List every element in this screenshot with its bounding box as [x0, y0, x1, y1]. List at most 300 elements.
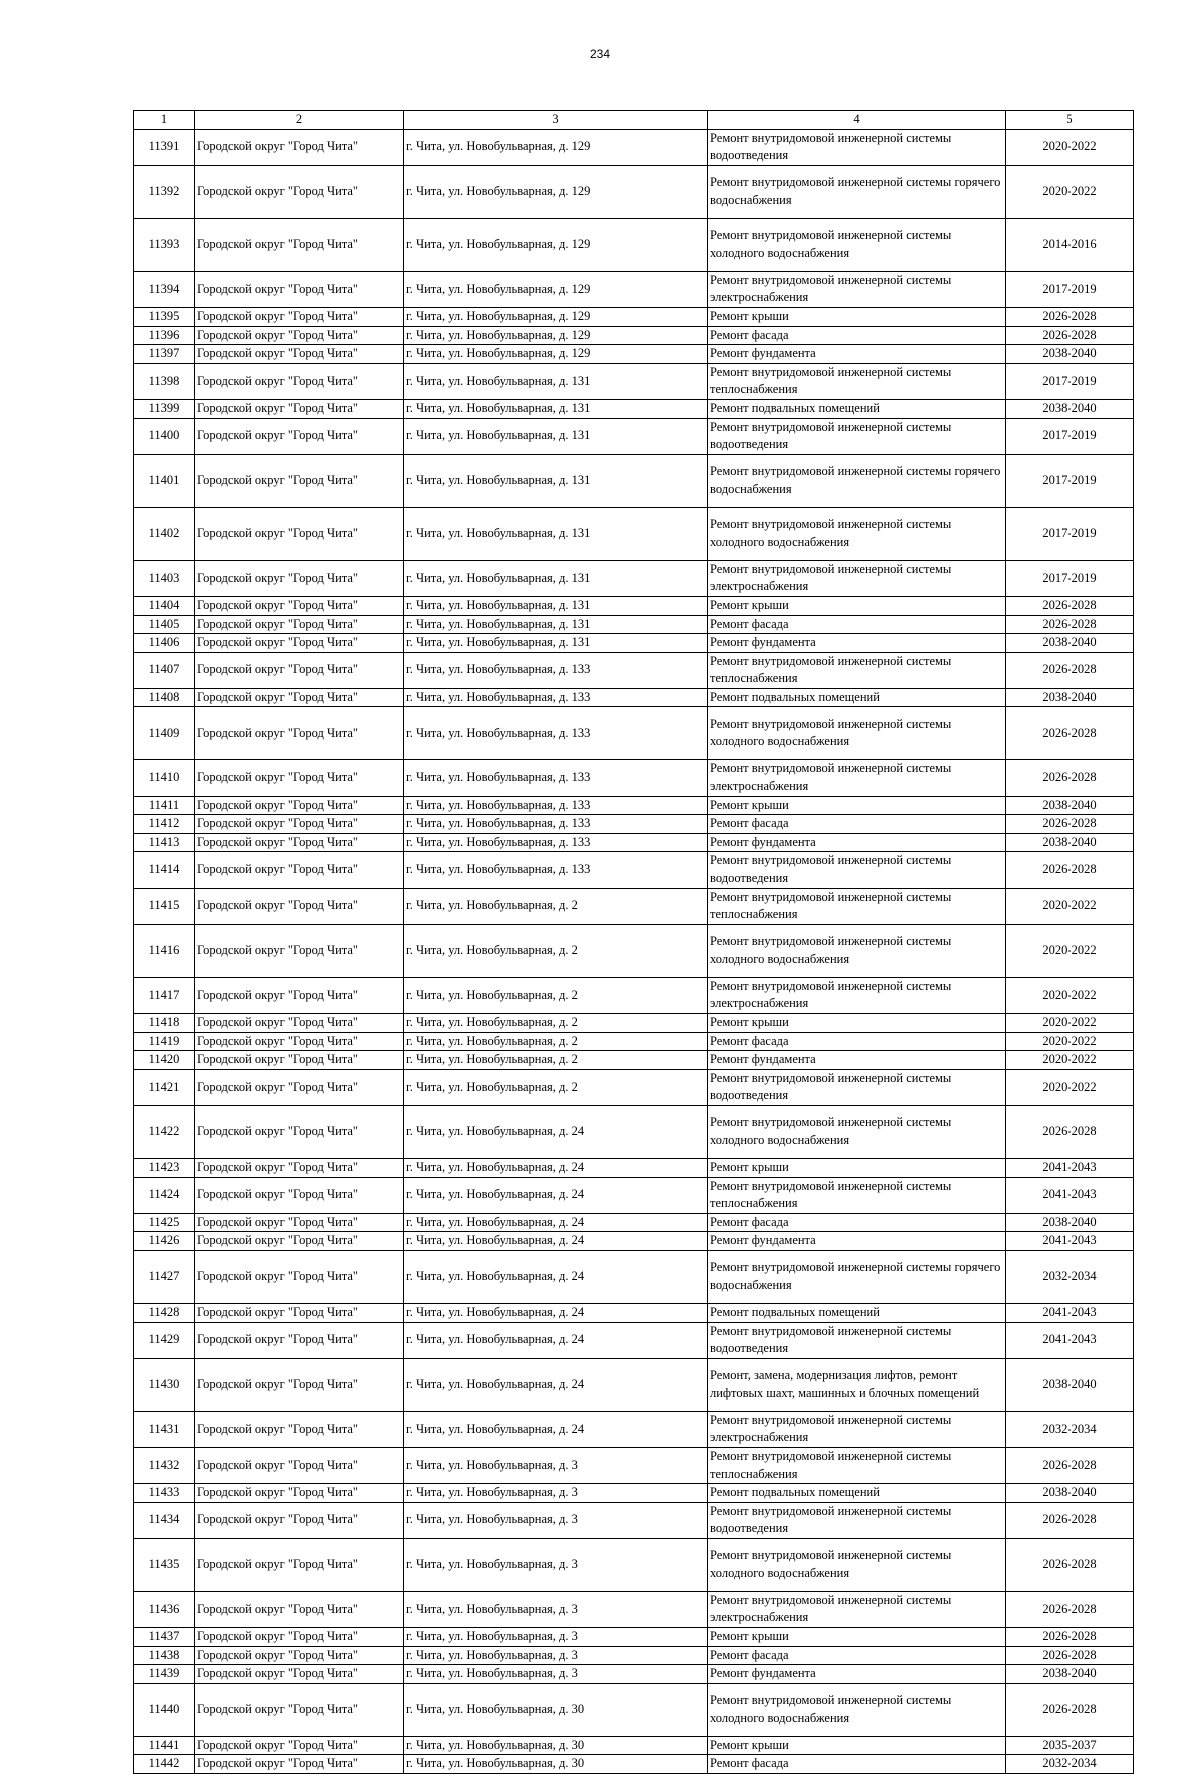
column-header-4: 4: [708, 111, 1006, 130]
municipality-cell: Городской округ "Город Чита": [195, 1484, 404, 1503]
work-type-cell: Ремонт внутридомовой инженерной системы водоотведения: [708, 852, 1006, 888]
municipality-cell: Городской округ "Город Чита": [195, 399, 404, 418]
row-number-cell: 11399: [134, 399, 195, 418]
row-number-cell: 11409: [134, 707, 195, 760]
period-cell: 2026-2028: [1006, 652, 1134, 688]
municipality-cell: Городской округ "Город Чита": [195, 1014, 404, 1033]
municipality-cell: Городской округ "Город Чита": [195, 924, 404, 977]
municipality-cell: Городской округ "Город Чита": [195, 888, 404, 924]
work-type-cell: Ремонт внутридомовой инженерной системы холодного водоснабжения: [708, 1105, 1006, 1158]
address-cell: г. Чита, ул. Новобульварная, д. 131: [404, 363, 708, 399]
municipality-cell: Городской округ "Город Чита": [195, 1411, 404, 1447]
work-type-cell: Ремонт внутридомовой инженерной системы холодного водоснабжения: [708, 707, 1006, 760]
table-row: [134, 1538, 1134, 1591]
row-number-cell: 11428: [134, 1303, 195, 1322]
table-row: [134, 852, 1134, 888]
table-row: [134, 1591, 1134, 1627]
work-type-cell: Ремонт внутридомовой инженерной системы водоотведения: [708, 418, 1006, 454]
address-cell: г. Чита, ул. Новобульварная, д. 133: [404, 707, 708, 760]
period-cell: 2041-2043: [1006, 1232, 1134, 1251]
row-number-cell: 11401: [134, 454, 195, 507]
period-cell: 2038-2040: [1006, 1484, 1134, 1503]
row-number-cell: 11405: [134, 615, 195, 634]
row-number-cell: 11442: [134, 1755, 195, 1774]
table-row: [134, 1628, 1134, 1647]
period-cell: 2020-2022: [1006, 1014, 1134, 1033]
municipality-cell: Городской округ "Город Чита": [195, 1665, 404, 1684]
work-type-cell: Ремонт фасада: [708, 1755, 1006, 1774]
municipality-cell: Городской округ "Город Чита": [195, 596, 404, 615]
address-cell: г. Чита, ул. Новобульварная, д. 24: [404, 1105, 708, 1158]
period-cell: 2026-2028: [1006, 1538, 1134, 1591]
period-cell: 2032-2034: [1006, 1250, 1134, 1303]
municipality-cell: Городской округ "Город Чита": [195, 1646, 404, 1665]
period-cell: 2026-2028: [1006, 1502, 1134, 1538]
table-row: [134, 345, 1134, 364]
table-row: [134, 833, 1134, 852]
work-type-cell: Ремонт внутридомовой инженерной системы водоотведения: [708, 1322, 1006, 1358]
address-cell: г. Чита, ул. Новобульварная, д. 3: [404, 1591, 708, 1627]
row-number-cell: 11421: [134, 1069, 195, 1105]
row-number-cell: 11403: [134, 560, 195, 596]
row-number-cell: 11391: [134, 129, 195, 165]
address-cell: г. Чита, ул. Новобульварная, д. 133: [404, 796, 708, 815]
municipality-cell: Городской округ "Город Чита": [195, 507, 404, 560]
municipality-cell: Городской округ "Город Чита": [195, 796, 404, 815]
row-number-cell: 11440: [134, 1683, 195, 1736]
table-row: [134, 796, 1134, 815]
row-number-cell: 11402: [134, 507, 195, 560]
municipality-cell: Городской округ "Город Чита": [195, 1032, 404, 1051]
municipality-cell: Городской округ "Город Чита": [195, 760, 404, 796]
period-cell: 2026-2028: [1006, 596, 1134, 615]
table-row: [134, 652, 1134, 688]
period-cell: 2020-2022: [1006, 1069, 1134, 1105]
work-type-cell: Ремонт фасада: [708, 815, 1006, 834]
period-cell: 2041-2043: [1006, 1303, 1134, 1322]
address-cell: г. Чита, ул. Новобульварная, д. 24: [404, 1303, 708, 1322]
address-cell: г. Чита, ул. Новобульварная, д. 2: [404, 1032, 708, 1051]
address-cell: г. Чита, ул. Новобульварная, д. 131: [404, 418, 708, 454]
period-cell: 2026-2028: [1006, 1683, 1134, 1736]
work-type-cell: Ремонт фундамента: [708, 1665, 1006, 1684]
period-cell: 2026-2028: [1006, 707, 1134, 760]
address-cell: г. Чита, ул. Новобульварная, д. 129: [404, 165, 708, 218]
address-cell: г. Чита, ул. Новобульварная, д. 131: [404, 399, 708, 418]
work-type-cell: Ремонт внутридомовой инженерной системы горячего водоснабжения: [708, 454, 1006, 507]
work-type-cell: Ремонт внутридомовой инженерной системы электроснабжения: [708, 977, 1006, 1013]
work-type-cell: Ремонт фундамента: [708, 1232, 1006, 1251]
municipality-cell: Городской округ "Город Чита": [195, 1591, 404, 1627]
work-type-cell: Ремонт внутридомовой инженерной системы теплоснабжения: [708, 1447, 1006, 1483]
address-cell: г. Чита, ул. Новобульварная, д. 2: [404, 1051, 708, 1070]
table-row: [134, 1358, 1134, 1411]
table-row: [134, 1665, 1134, 1684]
address-cell: г. Чита, ул. Новобульварная, д. 24: [404, 1411, 708, 1447]
address-cell: г. Чита, ул. Новобульварная, д. 131: [404, 560, 708, 596]
work-type-cell: Ремонт внутридомовой инженерной системы электроснабжения: [708, 760, 1006, 796]
table-row: [134, 1032, 1134, 1051]
address-cell: г. Чита, ул. Новобульварная, д. 131: [404, 634, 708, 653]
work-type-cell: Ремонт фасада: [708, 1646, 1006, 1665]
page-number: 234: [589, 47, 611, 61]
period-cell: 2014-2016: [1006, 218, 1134, 271]
period-cell: 2041-2043: [1006, 1158, 1134, 1177]
municipality-cell: Городской округ "Город Чита": [195, 977, 404, 1013]
period-cell: 2038-2040: [1006, 1665, 1134, 1684]
table-row: [134, 1447, 1134, 1483]
address-cell: г. Чита, ул. Новобульварная, д. 129: [404, 307, 708, 326]
address-cell: г. Чита, ул. Новобульварная, д. 2: [404, 1014, 708, 1033]
period-cell: 2026-2028: [1006, 1447, 1134, 1483]
period-cell: 2020-2022: [1006, 924, 1134, 977]
work-type-cell: Ремонт внутридомовой инженерной системы горячего водоснабжения: [708, 165, 1006, 218]
municipality-cell: Городской округ "Город Чита": [195, 1447, 404, 1483]
period-cell: 2038-2040: [1006, 688, 1134, 707]
address-cell: г. Чита, ул. Новобульварная, д. 129: [404, 326, 708, 345]
work-type-cell: Ремонт внутридомовой инженерной системы электроснабжения: [708, 271, 1006, 307]
row-number-cell: 11396: [134, 326, 195, 345]
row-number-cell: 11422: [134, 1105, 195, 1158]
table-row: [134, 1213, 1134, 1232]
period-cell: 2017-2019: [1006, 560, 1134, 596]
period-cell: 2017-2019: [1006, 507, 1134, 560]
address-cell: г. Чита, ул. Новобульварная, д. 24: [404, 1177, 708, 1213]
table-row: [134, 1736, 1134, 1755]
row-number-cell: 11424: [134, 1177, 195, 1213]
municipality-cell: Городской округ "Город Чита": [195, 815, 404, 834]
period-cell: 2032-2034: [1006, 1411, 1134, 1447]
row-number-cell: 11431: [134, 1411, 195, 1447]
address-cell: г. Чита, ул. Новобульварная, д. 133: [404, 833, 708, 852]
row-number-cell: 11435: [134, 1538, 195, 1591]
address-cell: г. Чита, ул. Новобульварная, д. 131: [404, 596, 708, 615]
address-cell: г. Чита, ул. Новобульварная, д. 131: [404, 615, 708, 634]
municipality-cell: Городской округ "Город Чита": [195, 326, 404, 345]
row-number-cell: 11429: [134, 1322, 195, 1358]
work-type-cell: Ремонт фасада: [708, 326, 1006, 345]
work-type-cell: Ремонт внутридомовой инженерной системы холодного водоснабжения: [708, 1683, 1006, 1736]
municipality-cell: Городской округ "Город Чита": [195, 1736, 404, 1755]
address-cell: г. Чита, ул. Новобульварная, д. 24: [404, 1158, 708, 1177]
period-cell: 2026-2028: [1006, 852, 1134, 888]
work-type-cell: Ремонт крыши: [708, 796, 1006, 815]
work-type-cell: Ремонт крыши: [708, 1736, 1006, 1755]
period-cell: 2017-2019: [1006, 363, 1134, 399]
table-row: [134, 1303, 1134, 1322]
period-cell: 2038-2040: [1006, 1213, 1134, 1232]
table-row: [134, 1683, 1134, 1736]
work-type-cell: Ремонт внутридомовой инженерной системы теплоснабжения: [708, 1177, 1006, 1213]
municipality-cell: Городской округ "Город Чита": [195, 1213, 404, 1232]
address-cell: г. Чита, ул. Новобульварная, д. 3: [404, 1628, 708, 1647]
table-row: [134, 760, 1134, 796]
row-number-cell: 11404: [134, 596, 195, 615]
row-number-cell: 11400: [134, 418, 195, 454]
municipality-cell: Городской округ "Город Чита": [195, 129, 404, 165]
column-header-3: 3: [404, 111, 708, 130]
table-row: [134, 1158, 1134, 1177]
address-cell: г. Чита, ул. Новобульварная, д. 129: [404, 129, 708, 165]
table-row: [134, 271, 1134, 307]
row-number-cell: 11406: [134, 634, 195, 653]
address-cell: г. Чита, ул. Новобульварная, д. 24: [404, 1250, 708, 1303]
table-row: [134, 1105, 1134, 1158]
address-cell: г. Чита, ул. Новобульварная, д. 133: [404, 688, 708, 707]
table-row: [134, 1411, 1134, 1447]
municipality-cell: Городской округ "Город Чита": [195, 454, 404, 507]
address-cell: г. Чита, ул. Новобульварная, д. 2: [404, 1069, 708, 1105]
municipality-cell: Городской округ "Город Чита": [195, 1232, 404, 1251]
row-number-cell: 11408: [134, 688, 195, 707]
work-type-cell: Ремонт крыши: [708, 1628, 1006, 1647]
period-cell: 2026-2028: [1006, 760, 1134, 796]
work-type-cell: Ремонт внутридомовой инженерной системы водоотведения: [708, 129, 1006, 165]
period-cell: 2017-2019: [1006, 454, 1134, 507]
table-row: [134, 454, 1134, 507]
period-cell: 2038-2040: [1006, 634, 1134, 653]
address-cell: г. Чита, ул. Новобульварная, д. 129: [404, 271, 708, 307]
address-cell: г. Чита, ул. Новобульварная, д. 3: [404, 1447, 708, 1483]
period-cell: 2020-2022: [1006, 977, 1134, 1013]
row-number-cell: 11412: [134, 815, 195, 834]
period-cell: 2041-2043: [1006, 1322, 1134, 1358]
table-row: [134, 596, 1134, 615]
table-row: [134, 1069, 1134, 1105]
period-cell: 2026-2028: [1006, 307, 1134, 326]
row-number-cell: 11397: [134, 345, 195, 364]
row-number-cell: 11439: [134, 1665, 195, 1684]
column-header-1: 1: [134, 111, 195, 130]
address-cell: г. Чита, ул. Новобульварная, д. 30: [404, 1755, 708, 1774]
address-cell: г. Чита, ул. Новобульварная, д. 133: [404, 852, 708, 888]
municipality-cell: Городской округ "Город Чита": [195, 688, 404, 707]
row-number-cell: 11423: [134, 1158, 195, 1177]
municipality-cell: Городской округ "Город Чита": [195, 1158, 404, 1177]
table-row: [134, 129, 1134, 165]
row-number-cell: 11425: [134, 1213, 195, 1232]
work-type-cell: Ремонт внутридомовой инженерной системы водоотведения: [708, 1502, 1006, 1538]
row-number-cell: 11434: [134, 1502, 195, 1538]
table-row: [134, 326, 1134, 345]
work-type-cell: Ремонт подвальных помещений: [708, 688, 1006, 707]
address-cell: г. Чита, ул. Новобульварная, д. 133: [404, 815, 708, 834]
municipality-cell: Городской округ "Город Чита": [195, 560, 404, 596]
address-cell: г. Чита, ул. Новобульварная, д. 131: [404, 507, 708, 560]
address-cell: г. Чита, ул. Новобульварная, д. 2: [404, 924, 708, 977]
row-number-cell: 11433: [134, 1484, 195, 1503]
work-type-cell: Ремонт внутридомовой инженерной системы электроснабжения: [708, 1411, 1006, 1447]
municipality-cell: Городской округ "Город Чита": [195, 833, 404, 852]
table-row: [134, 1014, 1134, 1033]
row-number-cell: 11411: [134, 796, 195, 815]
municipality-cell: Городской округ "Город Чита": [195, 1303, 404, 1322]
municipality-cell: Городской округ "Город Чита": [195, 615, 404, 634]
table-row: [134, 218, 1134, 271]
row-number-cell: 11395: [134, 307, 195, 326]
address-cell: г. Чита, ул. Новобульварная, д. 131: [404, 454, 708, 507]
row-number-cell: 11416: [134, 924, 195, 977]
work-type-cell: Ремонт фасада: [708, 1213, 1006, 1232]
work-type-cell: Ремонт внутридомовой инженерной системы водоотведения: [708, 1069, 1006, 1105]
municipality-cell: Городской округ "Город Чита": [195, 271, 404, 307]
work-type-cell: Ремонт фундамента: [708, 833, 1006, 852]
municipality-cell: Городской округ "Город Чита": [195, 1069, 404, 1105]
address-cell: г. Чита, ул. Новобульварная, д. 24: [404, 1322, 708, 1358]
table-body: [134, 129, 1134, 1773]
work-type-cell: Ремонт подвальных помещений: [708, 399, 1006, 418]
period-cell: 2017-2019: [1006, 418, 1134, 454]
row-number-cell: 11437: [134, 1628, 195, 1647]
period-cell: 2026-2028: [1006, 1628, 1134, 1647]
work-type-cell: Ремонт внутридомовой инженерной системы горячего водоснабжения: [708, 1250, 1006, 1303]
work-type-cell: Ремонт фасада: [708, 615, 1006, 634]
row-number-cell: 11418: [134, 1014, 195, 1033]
period-cell: 2020-2022: [1006, 1032, 1134, 1051]
table-row: [134, 363, 1134, 399]
period-cell: 2026-2028: [1006, 815, 1134, 834]
table-row: [134, 1177, 1134, 1213]
table-row: [134, 1646, 1134, 1665]
municipality-cell: Городской округ "Город Чита": [195, 1755, 404, 1774]
table-row: [134, 815, 1134, 834]
row-number-cell: 11393: [134, 218, 195, 271]
address-cell: г. Чита, ул. Новобульварная, д. 3: [404, 1646, 708, 1665]
table-row: [134, 1250, 1134, 1303]
work-type-cell: Ремонт подвальных помещений: [708, 1484, 1006, 1503]
table-row: [134, 307, 1134, 326]
work-type-cell: Ремонт фундамента: [708, 634, 1006, 653]
work-type-cell: Ремонт фасада: [708, 1032, 1006, 1051]
work-type-cell: Ремонт фундамента: [708, 345, 1006, 364]
row-number-cell: 11427: [134, 1250, 195, 1303]
period-cell: 2026-2028: [1006, 615, 1134, 634]
table-row: [134, 634, 1134, 653]
period-cell: 2035-2037: [1006, 1736, 1134, 1755]
work-type-cell: Ремонт внутридомовой инженерной системы холодного водоснабжения: [708, 218, 1006, 271]
address-cell: г. Чита, ул. Новобульварная, д. 129: [404, 218, 708, 271]
table-row: [134, 688, 1134, 707]
work-type-cell: Ремонт внутридомовой инженерной системы теплоснабжения: [708, 888, 1006, 924]
municipality-cell: Городской округ "Город Чита": [195, 218, 404, 271]
row-number-cell: 11426: [134, 1232, 195, 1251]
municipality-cell: Городской округ "Город Чита": [195, 652, 404, 688]
row-number-cell: 11419: [134, 1032, 195, 1051]
work-type-cell: Ремонт фундамента: [708, 1051, 1006, 1070]
municipality-cell: Городской округ "Город Чита": [195, 1628, 404, 1647]
work-type-cell: Ремонт внутридомовой инженерной системы холодного водоснабжения: [708, 1538, 1006, 1591]
period-cell: 2038-2040: [1006, 833, 1134, 852]
municipality-cell: Городской округ "Город Чита": [195, 1105, 404, 1158]
table-row: [134, 418, 1134, 454]
municipality-cell: Городской округ "Город Чита": [195, 1322, 404, 1358]
work-type-cell: Ремонт крыши: [708, 1014, 1006, 1033]
row-number-cell: 11415: [134, 888, 195, 924]
row-number-cell: 11413: [134, 833, 195, 852]
row-number-cell: 11436: [134, 1591, 195, 1627]
table-row: [134, 165, 1134, 218]
work-type-cell: Ремонт подвальных помещений: [708, 1303, 1006, 1322]
work-type-cell: Ремонт внутридомовой инженерной системы холодного водоснабжения: [708, 924, 1006, 977]
address-cell: г. Чита, ул. Новобульварная, д. 30: [404, 1683, 708, 1736]
address-cell: г. Чита, ул. Новобульварная, д. 3: [404, 1502, 708, 1538]
municipality-cell: Городской округ "Город Чита": [195, 307, 404, 326]
municipality-cell: Городской округ "Город Чита": [195, 1051, 404, 1070]
work-type-cell: Ремонт, замена, модернизация лифтов, ремонт лифтовых шахт, машинных и блочных помещений: [708, 1358, 1006, 1411]
address-cell: г. Чита, ул. Новобульварная, д. 24: [404, 1213, 708, 1232]
row-number-cell: 11392: [134, 165, 195, 218]
period-cell: 2020-2022: [1006, 129, 1134, 165]
row-number-cell: 11430: [134, 1358, 195, 1411]
work-type-cell: Ремонт крыши: [708, 596, 1006, 615]
municipality-cell: Городской округ "Город Чита": [195, 1683, 404, 1736]
period-cell: 2026-2028: [1006, 326, 1134, 345]
table-row: [134, 399, 1134, 418]
address-cell: г. Чита, ул. Новобульварная, д. 133: [404, 760, 708, 796]
municipality-cell: Городской округ "Город Чита": [195, 707, 404, 760]
address-cell: г. Чита, ул. Новобульварная, д. 129: [404, 345, 708, 364]
column-header-2: 2: [195, 111, 404, 130]
row-number-cell: 11438: [134, 1646, 195, 1665]
period-cell: 2017-2019: [1006, 271, 1134, 307]
period-cell: 2026-2028: [1006, 1646, 1134, 1665]
municipality-cell: Городской округ "Город Чита": [195, 165, 404, 218]
table-row: [134, 977, 1134, 1013]
column-header-5: 5: [1006, 111, 1134, 130]
address-cell: г. Чита, ул. Новобульварная, д. 24: [404, 1232, 708, 1251]
work-type-cell: Ремонт внутридомовой инженерной системы холодного водоснабжения: [708, 507, 1006, 560]
table-row: [134, 560, 1134, 596]
municipality-cell: Городской округ "Город Чита": [195, 363, 404, 399]
municipality-cell: Городской округ "Город Чита": [195, 1538, 404, 1591]
municipality-cell: Городской округ "Город Чита": [195, 1177, 404, 1213]
row-number-cell: 11432: [134, 1447, 195, 1483]
table-header-row: [134, 111, 1134, 130]
period-cell: 2041-2043: [1006, 1177, 1134, 1213]
address-cell: г. Чита, ул. Новобульварная, д. 3: [404, 1484, 708, 1503]
work-type-cell: Ремонт внутридомовой инженерной системы теплоснабжения: [708, 652, 1006, 688]
work-type-cell: Ремонт внутридомовой инженерной системы теплоснабжения: [708, 363, 1006, 399]
municipality-cell: Городской округ "Город Чита": [195, 345, 404, 364]
period-cell: 2020-2022: [1006, 1051, 1134, 1070]
table-row: [134, 888, 1134, 924]
table-row: [134, 1755, 1134, 1774]
municipality-cell: Городской округ "Город Чита": [195, 1358, 404, 1411]
row-number-cell: 11398: [134, 363, 195, 399]
municipality-cell: Городской округ "Город Чита": [195, 1502, 404, 1538]
municipality-cell: Городской округ "Город Чита": [195, 1250, 404, 1303]
table-row: [134, 1322, 1134, 1358]
row-number-cell: 11407: [134, 652, 195, 688]
address-cell: г. Чита, ул. Новобульварная, д. 3: [404, 1538, 708, 1591]
work-type-cell: Ремонт крыши: [708, 307, 1006, 326]
table-row: [134, 615, 1134, 634]
row-number-cell: 11414: [134, 852, 195, 888]
table-row: [134, 1051, 1134, 1070]
address-cell: г. Чита, ул. Новобульварная, д. 30: [404, 1736, 708, 1755]
municipality-cell: Городской округ "Город Чита": [195, 852, 404, 888]
work-type-cell: Ремонт внутридомовой инженерной системы электроснабжения: [708, 1591, 1006, 1627]
period-cell: 2026-2028: [1006, 1105, 1134, 1158]
row-number-cell: 11410: [134, 760, 195, 796]
period-cell: 2038-2040: [1006, 399, 1134, 418]
period-cell: 2026-2028: [1006, 1591, 1134, 1627]
work-type-cell: Ремонт крыши: [708, 1158, 1006, 1177]
address-cell: г. Чита, ул. Новобульварная, д. 24: [404, 1358, 708, 1411]
row-number-cell: 11394: [134, 271, 195, 307]
address-cell: г. Чита, ул. Новобульварная, д. 3: [404, 1665, 708, 1684]
municipality-cell: Городской округ "Город Чита": [195, 418, 404, 454]
